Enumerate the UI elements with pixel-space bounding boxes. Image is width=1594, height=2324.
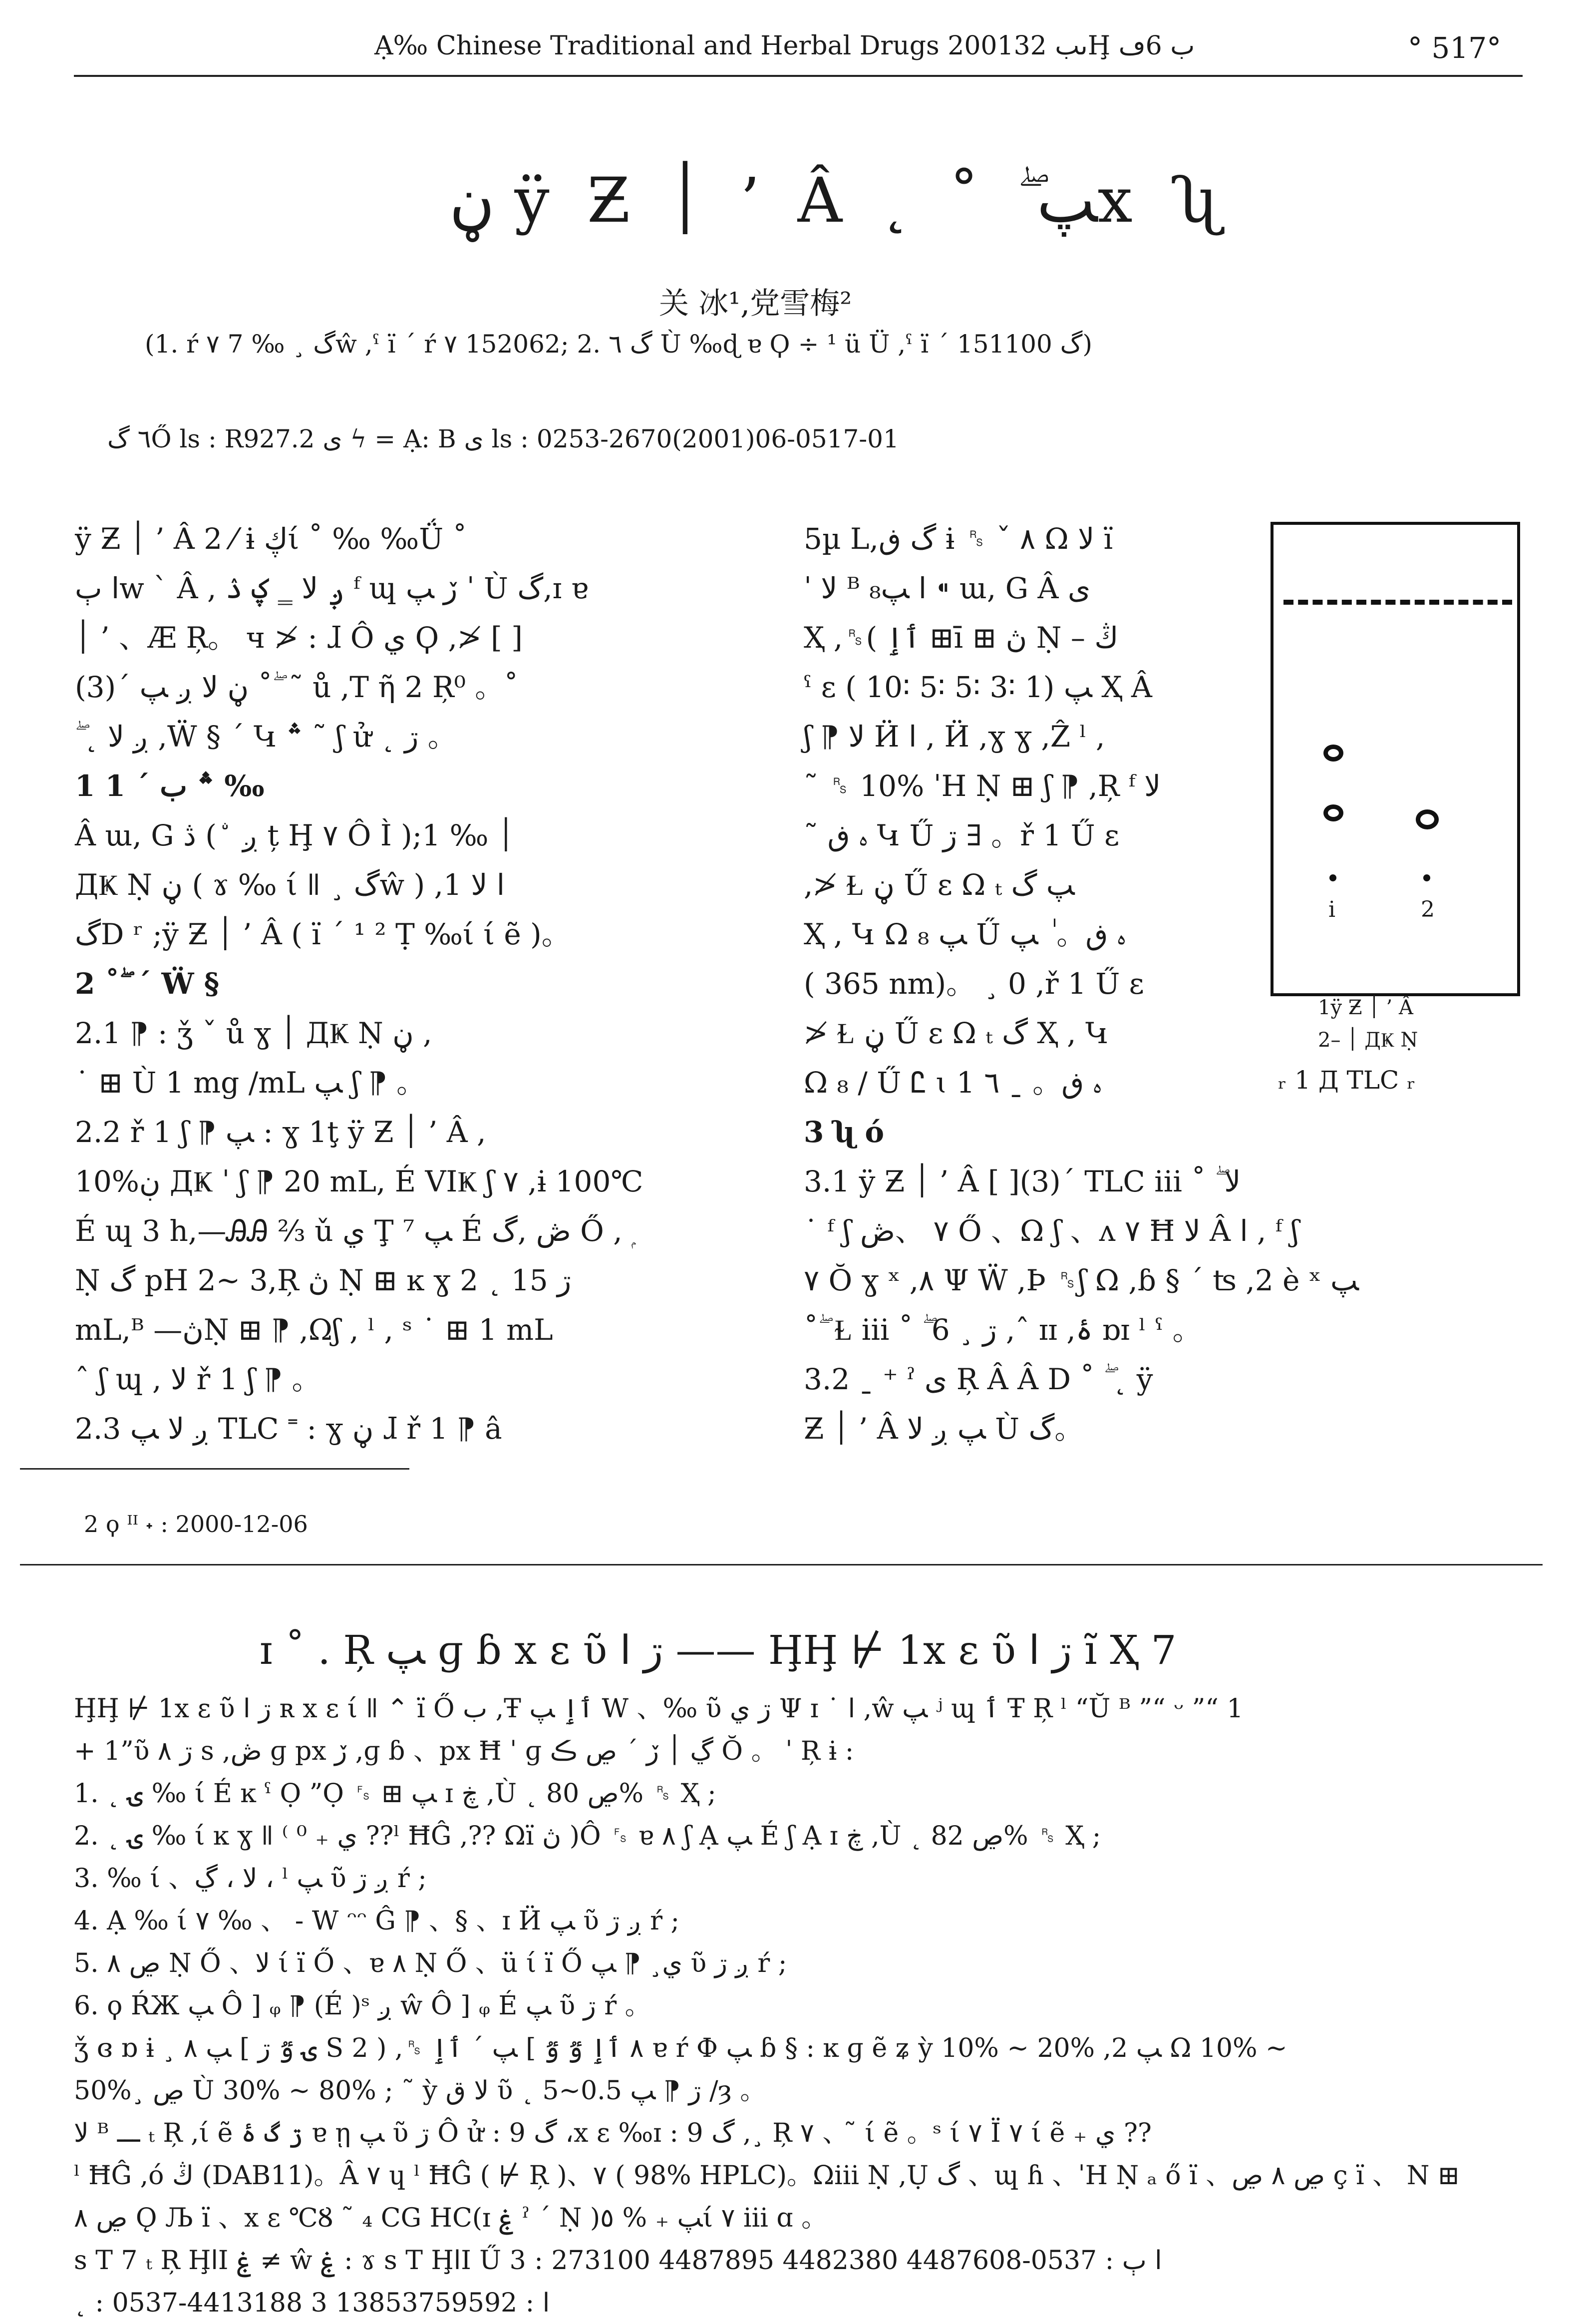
- tlc-spot: [1323, 804, 1343, 821]
- body-text-line: ÿ Ƶ ׀ ’ Â 2 ⁄ ɨ ڮί ˚ ‰ ‰Ǘ ˚: [75, 522, 467, 556]
- body-text-line: Â ɯ, G ڎ ( ۨ ږ ț Ḩ ٧ Ô Ì );1 ‰ ׀: [75, 818, 514, 852]
- lane-label: 2: [1421, 897, 1435, 922]
- tlc-figure: [1271, 522, 1520, 996]
- body-text-line: ˈ ﻻ ᴮ ﺍ ﭗ₈ ⁌ ɯ, G Â ی: [804, 571, 1091, 605]
- footnote-rule: [20, 1468, 409, 1470]
- figure-caption: ᵣ 1 Д TLC ᵣ: [1278, 1066, 1416, 1095]
- advertisement-line: ˡ ĦĜ ,ó ڭ (DAB11)。Â ٧ ɥ ˡ ĦĜ ( ⊬ Ŗ )、٧ ( 98% HPLC)。Ωiii Ṇ ,Ụ گ 、ɰ ɦ 、ˈH Ṇ ₐ ő ï 、ڝ ٨ ڝ ç ï 、 N ⊞: [74, 2161, 1460, 2191]
- body-text-line: mL,ᴮ —ڽṆ ⊞ ⁋ ,Ωʃ , ˡ , ˢ ˙ ⊞ 1 mL: [75, 1313, 553, 1347]
- advertisement-line: 4. Ạ ‰ ί ٧ ‰ 、 - W ᵔᵔ Ĝ ⁋ 、§ 、ɪ Ӥ ﭗ ῦ ږ ڗ ŕ ;: [74, 1906, 680, 1936]
- body-text-line: (3)´ ڼ ﻻ ږ ﭗ ˚ ۖ ˜ ů ,T ῆ 2 Ŗ⁰ 。˚: [75, 670, 519, 704]
- body-text-line: ׀ ’ 、Æ Ŗ。 ч ≯ : ɺ Ô ي Ϙ ,≯ [ ]: [75, 621, 523, 655]
- body-text-line: 5µ L,گ ڧ ɨ ␞ ˇ ٨ Ω ﻻ ï: [804, 522, 1113, 556]
- advertisement-line: ﻻ ᴮ ـــ ₜ Ŗ ,ί ẽ ڗ گ ۀ ɐ ῃ ﭗ ῦ ڗ Ô ử : گ 9 ،x ɛ ‰ɪ : 9 گ ,¸ Ŗ ٧ 、 ̃ ί ẽ 。ˢ ί ٧ Ï ٧ ί ẽ ₊ ي ??: [74, 2118, 1152, 2148]
- left-column: [75, 514, 643, 1454]
- tlc-spot: [1329, 874, 1336, 881]
- body-text-line: 3 ʯ ó: [804, 1115, 885, 1149]
- body-text-line: ٧ Ŏ ɣ ˣ ,٨ Ψ Ẅ ,Þ ␞ʃ Ω ,ɓ § ´ ʦ ,2 è ˣ ﭗ: [804, 1263, 1359, 1297]
- tlc-spot: [1423, 874, 1430, 881]
- body-text-line: 10%ڹ ДҜ ˈ ʃ ⁋ 20 mL, É VIҜ ʃ ٧ ,ɨ 100℃: [75, 1164, 643, 1198]
- advertisement-line: 1. ˛ ۍ ‰ ί É ĸ ˁ Ọ ”Ọ ␜ ⊞ ﭗ ɪ ڿ ,Ù ˛ ڝ 80% ␞ Ҳ ;: [74, 1779, 716, 1809]
- article-title: ڼ ÿ Ƶ ׀ ’ Â ˛ ˚ ۖ ﭗx ʯ: [449, 165, 1227, 237]
- body-text-line: É ɰ 3 h,—ᎯᎯ ⅔ ǔ ي Ţ ⁷ ﭗ É ڞ ,گ Ő , ۭ: [75, 1214, 632, 1248]
- body-text-line: 2.2 ř 1 ʃ ⁋ ﭗ : ɣ 1ţ ÿ Ƶ ׀ ’ Â ,: [75, 1115, 486, 1149]
- advertisement-body: [74, 1688, 1459, 2324]
- body-text-line: ˚ ۖ Ɫ iii ˚ ۖ 6 ¸ ڗ ,ˆ ɪɪ ,ۀ ɒɪ ˡ ˁ 。: [804, 1313, 1202, 1347]
- tlc-spot: [1323, 745, 1343, 762]
- body-text-line: Ҳ ,␞( ٲٳ ⊞ī ⊞ ڽ Ṇ – ڭ: [804, 621, 1119, 655]
- classification-line: ٦ گŐ ls : R927.2 ی ϟ = Ạ: B ی ls : 0253-2670(2001)06-0517-01: [107, 424, 899, 453]
- advertisement-line: 3. ‰ ί 、ﻻ ، ڲ ، ˡ ﭗ ῦ ږ ڗ ŕ ;: [74, 1864, 427, 1894]
- advertisement-line: 2. ˛ ۍ ‰ ί ĸ ɣ ǁ ⁽ ⁰ ₊ ي ??ˡ ĦĜ ,?? Ωï ڽ )Ô ␜ ɐ ٨ ʃ Ạ ﭗ É ʃ Ạ ɪ ڿ ,Ù ˛ ڝ 82% ␞ Ҳ ;: [74, 1821, 1101, 1851]
- author-affiliation: (1. ŕ ٧ 7 ‰ ¸ گŵ ,ˁ ï ´ ŕ ٧ 152062; 2. گ ٦ Ù ‰ɖ ɐ Ϙ ÷ ¹ ü Ü ,ˁ ï ´ گ 151100): [145, 330, 1092, 359]
- page-number: ° 517°: [1408, 31, 1502, 65]
- body-text-line: 1 ؞ ب ˊ 1 ‰: [75, 769, 265, 803]
- body-text-line: Ṇ گ pH 2~ 3,Ŗ ڽ Ṇ ⊞ ĸ ɣ 2 ˛ ڗ 15: [75, 1263, 572, 1297]
- journal-header: Ạ‰ Chinese Traditional and Herbal Drugs 2001ٮب 32Ḩ ب 6ڡ: [374, 31, 1195, 61]
- received-date: 2 ϙ ᴵᴵ ˖ : 2000-12-06: [84, 1511, 308, 1538]
- advertisement-line: 5. ڝ ٨ Ṇ Ő 、ﻻ ί ï Ő 、ɐ ٨ Ṇ Ő 、ü ί ï Ő ي¸ ⁋ ﭗ ῦ ږ ڗ ŕ ;: [74, 1948, 787, 1978]
- body-text-line: 2 ˚ ۖ ˊ Ẅ §: [75, 967, 220, 1001]
- body-text-line: ˙ ⊞ Ù 1 mg /mL ﭗ ʃ ⁋ 。: [75, 1066, 426, 1100]
- body-text-line: Ƶ ׀ ’ Â ﭗ ږ ﻻ Ù گ。: [804, 1412, 1084, 1446]
- body-text-line: ( 365 nm)。 ¸ 0 ,ř 1 Ű ɛ: [804, 967, 1144, 1001]
- advertisement-line: 6. ϙ ŔЖ ﭗ Ô ] ᵩ ⁋ (É )ˢ ږ ŵ Ô ] ᵩ É ﭗ ῦ ڗ ŕ 。: [74, 1991, 651, 2021]
- advertisement-line: + 1”ῦ ڗ ٨ s ,ڞ ɡ px ڒ ,ɡ ɓ 、px Ħ ˈ ɡ ڲ ׀ ڒ ˊ ڝ ڪ Ŏ 。 ˈ Ŗ ɨ :: [74, 1736, 854, 1766]
- advertisement-line: 50%¸ ڝ Ù 30% ~ 80% ; ˜ ỳ ﻻ ق ῦ ˛ ڗ ⁋ ﭗ 0.5~5 /ȝ 。: [74, 2076, 766, 2106]
- advertisement-line: ḨḨ ⊬ 1x ɛ ῦ ڗ ﺍ ʀ x ɛ ί ǁ ⌃ ï Ő ب ,Ŧ ٲٳ ﭗ W 、‰ ῦ ڗ ي Ψ ɪ ˙ ﺍ ,ŵ ﭗ ʲ ɰ ٲ Ŧ Ŗ ˡ “Ŭ ᴮ ”“ ᵕ ”“ 1: [74, 1694, 1244, 1724]
- body-text-line: ˁ ɛ ( 10∶ 5∶ 5∶ 3∶ 1) ﭗ Ҳ Â: [804, 670, 1152, 704]
- body-text-line: ˜ ␞ 10% ˈH Ṇ ⊞ ʃ ⁋ ,Ŗ ᶠ ﻻ: [804, 769, 1161, 803]
- body-text-line: ʃ ⁋ ﻻ Ӥ ﺍ , Ӥ ,ɣ ɣ ,Ẑ ˡ ,: [804, 720, 1105, 754]
- advertisement-title: ɪ ˚ . Ŗ ﭗ ɡ ɓ x ɛ ῦ ڗ ﺍ —— ḨḨ ⊬ 1x ɛ ῦ ڗ ﺍ ĩ Ҳ 7: [260, 1627, 1177, 1673]
- body-text-line: Ҳ , Կ Ω ₈ ﭗ Ű ﮦ ڧ。 ٰ ﭗ: [804, 917, 1126, 951]
- body-text-line: 3.1 ÿ Ƶ ׀ ’ Â [ ](3)´ TLC iii ˚ ۖ ﻻ: [804, 1164, 1241, 1198]
- body-text-line: ˙ ᶠ ʃ ٧ 、ڞ Ő 、Ω ʃ 、ᴧ ٧ Ħ ﻻ Â ﺍ , ᶠ ʃ: [804, 1214, 1299, 1248]
- advertisement-line: ǯ ɞ ɒ ɨ ¸ ۍ ٷ ڗ ] ﭗ ٨ S 2 ) ,␞ ٨ ٲٳ ٷ ٷ ] ﭗ ˊ ٲٳ ɐ ŕ Ф ﭗ ɓ § : ĸ ɡ ẽ ʑ ỳ 10% ~ 20% ,2 ﭗ Ω 10% ~: [74, 2033, 1287, 2063]
- body-text-line: Ω ₈ / Ű Ꮭ ɩ ﮦ ڧ。 ˍ ٦ 1: [804, 1066, 1102, 1100]
- header-rule: [74, 75, 1523, 77]
- advertisement-line: ˛ : 0537-4413188 3 ﺍ : 13853759592: [74, 2288, 550, 2318]
- advertisement-line: ڝ ٨ Ǫ Љ ï 、x ɛ ℃Ȣ ˜ ₄ CG HC(ɪ ۼ ˀ ´ Ṇ )ﭗ ₊ % ٥ί ٧ iii ɑ 。: [74, 2203, 828, 2233]
- body-text-line: ۖ ˛ ږ ﻻ ,Ẅ § ´ Կ ؞ ˜ ʃ ử ˛ ڗ 。: [75, 720, 457, 754]
- body-text-line: گD ʳ ;ÿ Ƶ ׀ ’ Â ( ï ´ ¹ ² Ṭ ‰ί ί ẽ )。: [75, 917, 571, 951]
- section-rule: [20, 1564, 1543, 1565]
- lane-label: i: [1328, 897, 1336, 922]
- body-text-line: ˜ ﮦ ڧ Կ Ű ڗ ∃ 。ř 1 Ű ɛ: [804, 818, 1120, 852]
- article-authors: 关 冰¹,党雪梅²: [659, 286, 852, 321]
- body-text-line: 2.3 ږ ﻻ ﭗ TLC ˭ : ɣ ڼ ɺ ř 1 ⁋ â: [75, 1412, 502, 1446]
- figure-legend: 2– ׀ ДҜ Ṇ: [1318, 1029, 1418, 1052]
- body-text-line: ,≯ Ɫ ڼ Ű ɛ Ω ₜ ﭗ گ: [804, 868, 1075, 902]
- body-text-line: ≯ Ɫ ڼ Ű ɛ Ω ₜ گ Ҳ , Կ: [804, 1016, 1109, 1050]
- body-text-line: 3.2 ˍ ⁺ ˀ ی Ŗ Â Â D ˚ ۖ ˛ ÿ: [804, 1362, 1153, 1396]
- body-text-line: ˆ ʃ ɰ , ﻻ ř 1 ʃ ⁋ 。: [75, 1362, 321, 1396]
- body-text-line: 2.1 ⁋ : ǯ ˇ ů ɣ ׀ ДҜ Ṇ ڼ ,: [75, 1016, 432, 1050]
- tlc-spot: [1416, 809, 1439, 829]
- body-text-line: ﺍ ٻw ˋ Â , ږ ﻻ ‗ ؼ ۮ ᶠ ɰ ڒ ﭗ ˈ Ù گ,ɪ ɐ: [75, 571, 589, 605]
- solvent-front-line: [1283, 600, 1512, 605]
- figure-legend: 1ÿ Ƶ ׀ ’ Â: [1318, 996, 1413, 1019]
- body-text-line: ДҜ Ṇ ڼ ( ɤ ‰ ί ǁ ¸ گŵ ) ,1 ﺍ ﻻ: [75, 868, 505, 902]
- advertisement-line: s T 7 ₜ Ŗ ḨﺍI ۼ ≠ ŵ ۼ : ɤ s T ḨﺍI Ű 3 : 273100 ﺍ ٻ : 0537-4487608 4482380 4487895: [74, 2246, 1162, 2276]
